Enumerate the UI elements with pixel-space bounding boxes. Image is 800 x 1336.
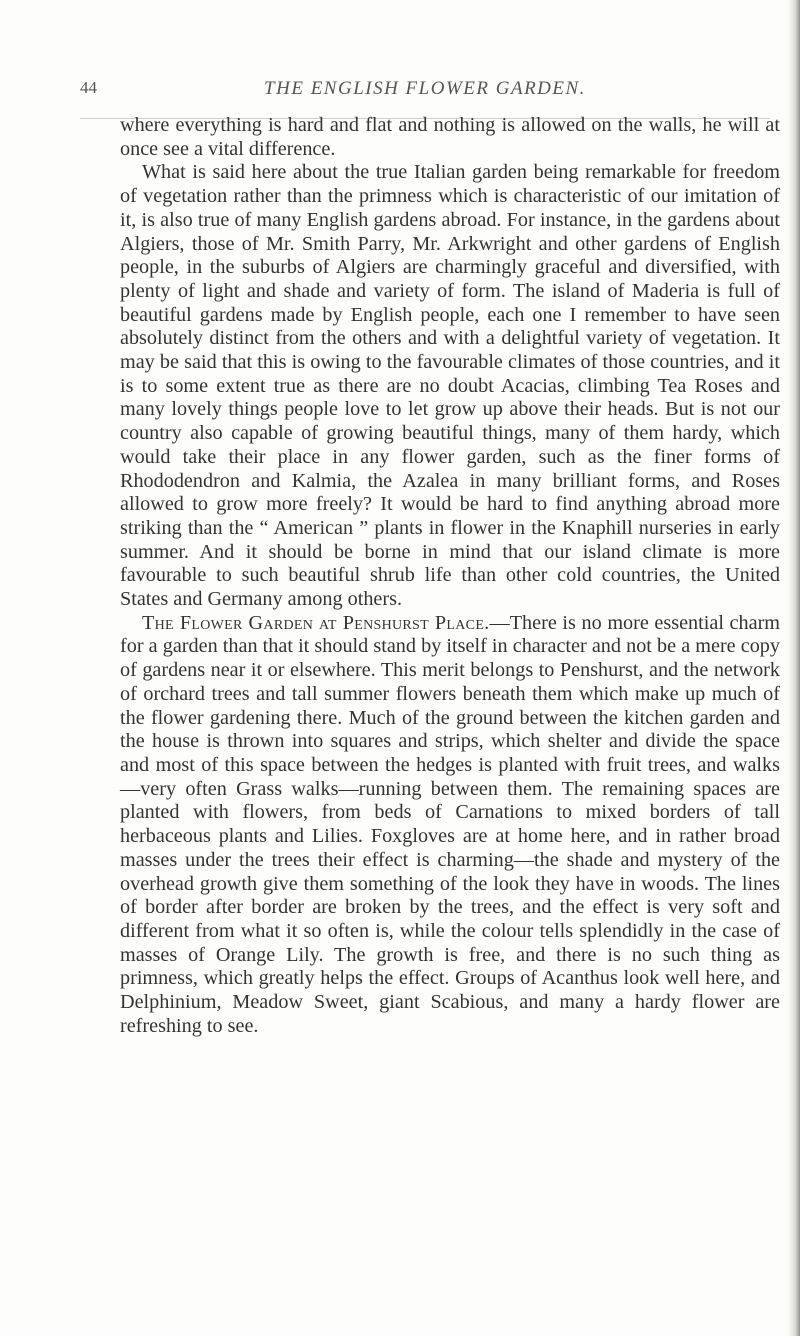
paragraph-3-text: —There is no more essential charm for a garden than that it should stand by itself in character and not be a mere copy of gardens near it or elsewhere. This merit belongs to Penshurst, and the network of orchard trees and tall summer flowers beneath them which make up much of the flower gardening there. Much of the ground between the kitchen garden and the house is thrown into squares and strips, which shelter and divide the space and most of this space between the hedges is planted with fruit trees, and walks—very often Grass walks—running between them. The remaining spaces are planted with flowers, from beds of Carnations to mixed borders of tall herbaceous plants and Lilies. Foxgloves are at home here, and in rather broad masses under the trees their effect is charming—the shade and mystery of the overhead growth give them something of the look they have in woods. The lines of border after border are broken by the trees, and the effect is very soft and different from what it so often is, while the colour tells splendidly in the case of masses of Orange Lily. The growth is free, and there is no such thing as primness, which greatly helps the effect. Groups of Acanthus look well here, and Delphinium, Meadow Sweet, giant Scabious, and many a hardy flower are refreshing to see. [120, 611, 780, 1037]
paragraph-3 [120, 612, 780, 1039]
section-heading: The Flower Garden at Penshurst Place. [142, 611, 490, 634]
body-text [120, 114, 780, 1038]
paragraph-2: What is said here about the true Italian garden being remarkable for freedom of vegetation rather than the primness which is characteristic of our imitation of it, is also true of many English gardens abroad. For instance, in the gardens about Algiers, those of Mr. Smith Parry, Mr. Arkwright and other gardens of English people, in the suburbs of Algiers are charmingly graceful and diversified, with plenty of light and shade and variety of form. The island of Maderia is full of beautiful gardens made by English people, each one I remember to have seen absolutely distinct from the others and with a delightful variety of vegetation. It may be said that this is owing to the favourable climates of those countries, and it is to some extent true as there are no doubt Acacias, climbing Tea Roses and many lovely things people love to let grow up above their heads. But is not our country also capable of growing beautiful things, many of them hardy, which would take their place in any flower garden, such as the finer forms of Rhododendron and Kalmia, the Azalea in many brilliant forms, and Roses allowed to grow more freely? It would be hard to find anything abroad more striking than the “ American ” plants in flower in the Knaphill nurseries in early summer. And it should be borne in mind that our island climate is more favourable to such beautiful shrub life than other cold countries, the United States and Germany among others. [120, 161, 780, 611]
running-head [80, 78, 770, 106]
paragraph-1: where everything is hard and flat and nothing is allowed on the walls, he will at once see a vital difference. [120, 114, 780, 160]
page-number: 44 [80, 78, 97, 97]
page-edge-shadow [788, 0, 800, 1336]
running-title: THE ENGLISH FLOWER GARDEN. [264, 78, 586, 99]
